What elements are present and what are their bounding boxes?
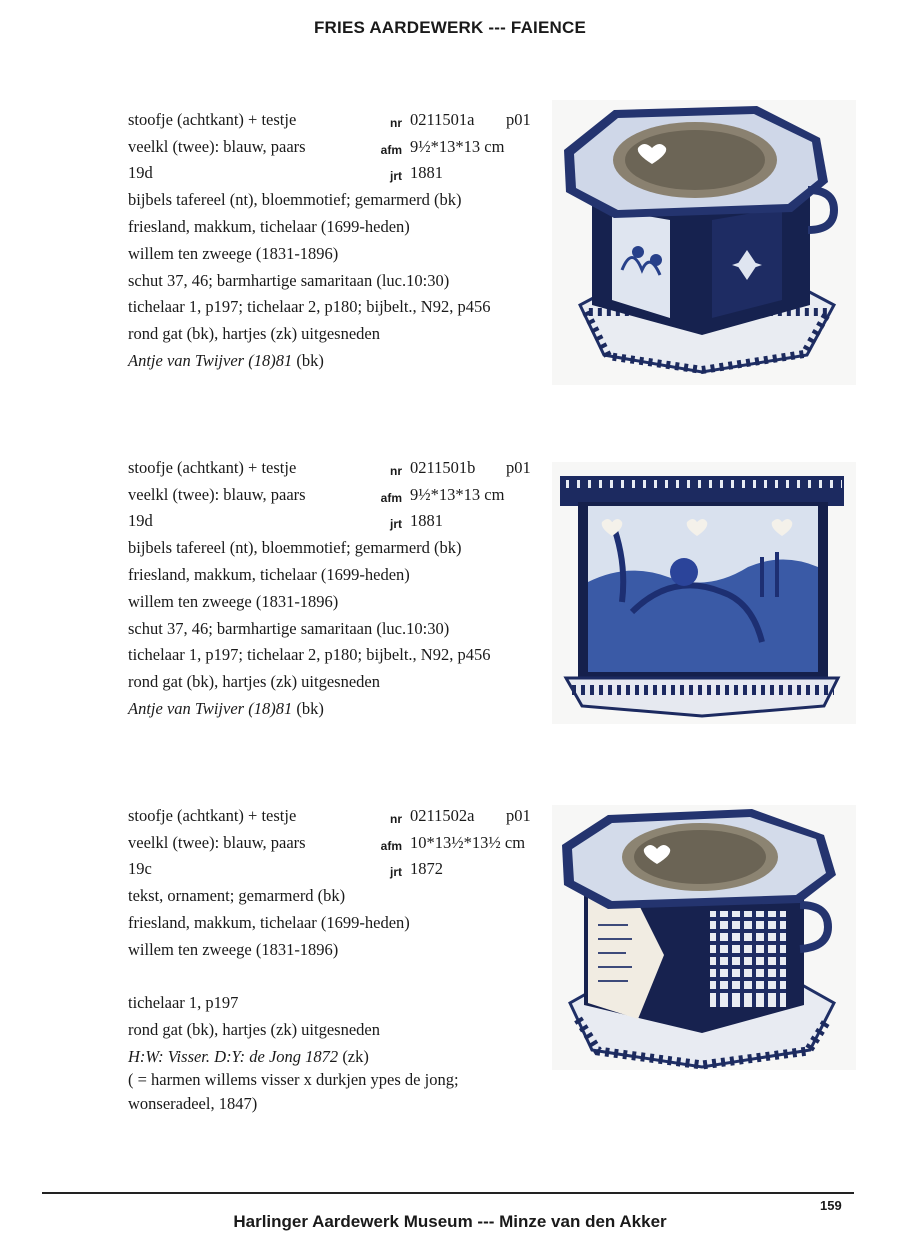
row-opmerking xyxy=(0,324,560,350)
row-opschrift xyxy=(0,699,560,725)
value-voorwerp: stoofje (achtkant) + testje xyxy=(128,806,297,825)
value-opschrift xyxy=(128,1047,369,1067)
footer-rule xyxy=(42,1192,854,1194)
value-opmerking: rond gat (bk), hartjes (zk) uitgesneden xyxy=(128,324,380,343)
value-kleur: veelkl (twee): blauw, paars xyxy=(128,485,306,504)
value-voorstelling: bijbels tafereel (nt), bloemmotief; gemarmerd (bk) xyxy=(128,190,462,209)
opschrift-text: Antje van Twijver (18)81 xyxy=(128,699,293,718)
opschrift-note: ( = harmen willems visser x durkjen ypes de jong; wonseradeel, 1847) xyxy=(128,1070,459,1113)
value-page: p01 xyxy=(506,806,531,825)
value-nr: 0211501a xyxy=(410,110,475,129)
value-literatuur: tichelaar 1, p197; tichelaar 2, p180; bijbelt., N92, p456 xyxy=(128,297,491,316)
value-fabrikaat: friesland, makkum, tichelaar (1699-heden) xyxy=(128,565,410,584)
value-afm: 10*13½*13½ cm xyxy=(410,833,526,852)
value-datering: 19c xyxy=(128,859,152,878)
label-jrt: jrt xyxy=(390,169,402,183)
value-datering: 19d xyxy=(128,163,153,182)
value-kleur: veelkl (twee): blauw, paars xyxy=(128,833,306,852)
label-nr: nr xyxy=(390,812,402,826)
value-schilder: willem ten zweege (1831-1896) xyxy=(128,592,339,611)
value-fabrikaat: friesland, makkum, tichelaar (1699-heden) xyxy=(128,217,410,236)
opschrift-suffix: (bk) xyxy=(292,699,324,718)
value-opmerking: rond gat (bk), hartjes (zk) uitgesneden xyxy=(128,1020,380,1039)
photo-stoofje-0211502a xyxy=(552,805,856,1070)
value-schilder: willem ten zweege (1831-1896) xyxy=(128,244,339,263)
value-page: p01 xyxy=(506,110,531,129)
value-opmerking: rond gat (bk), hartjes (zk) uitgesneden xyxy=(128,672,380,691)
value-voorwerp: stoofje (achtkant) + testje xyxy=(128,458,297,477)
value-schilder: willem ten zweege (1831-1896) xyxy=(128,940,339,959)
row-kleur xyxy=(0,137,560,163)
row-voorwerp xyxy=(0,110,560,136)
value-afm: 9½*13*13 cm xyxy=(410,485,505,504)
opschrift-suffix: (bk) xyxy=(292,351,324,370)
label-jrt: jrt xyxy=(390,865,402,879)
label-nr: nr xyxy=(390,116,402,130)
label-afm: afm xyxy=(380,839,402,853)
value-voorstelling: bijbels tafereel (nt), bloemmotief; gemarmerd (bk) xyxy=(128,538,462,557)
row-voorstelling xyxy=(0,190,560,216)
page-footer-title: Harlinger Aardewerk Museum --- Minze van den Akker xyxy=(233,1212,667,1231)
row-schilder xyxy=(0,244,560,270)
row-voorbeeld xyxy=(0,619,560,645)
photo-stoofje-0211501b xyxy=(552,462,856,724)
value-datering: 19d xyxy=(128,511,153,530)
value-voorbeeld: schut 37, 46; barmhartige samaritaan (luc.10:30) xyxy=(128,619,450,638)
row-voorbeeld xyxy=(0,967,560,993)
row-schilder xyxy=(0,940,560,966)
label-afm: afm xyxy=(380,491,402,505)
label-jrt: jrt xyxy=(390,517,402,531)
row-datering xyxy=(0,511,560,537)
photo-stoofje-0211501a xyxy=(552,100,856,385)
row-opschrift xyxy=(0,351,560,377)
row-voorstelling xyxy=(0,538,560,564)
page-header-title: FRIES AARDEWERK --- FAIENCE xyxy=(313,18,587,37)
value-voorbeeld: schut 37, 46; barmhartige samaritaan (luc.10:30) xyxy=(128,271,450,290)
opschrift-suffix: (zk) xyxy=(338,1047,369,1066)
value-literatuur: tichelaar 1, p197; tichelaar 2, p180; bijbelt., N92, p456 xyxy=(128,645,491,664)
row-voorwerp xyxy=(0,806,560,832)
row-opmerking xyxy=(0,1020,560,1046)
row-fabrikaat xyxy=(0,913,560,939)
row-literatuur xyxy=(0,297,560,323)
value-page: p01 xyxy=(506,458,531,477)
opschrift-text: Antje van Twijver (18)81 xyxy=(128,351,293,370)
row-voorwerp xyxy=(0,458,560,484)
row-opmerking xyxy=(0,672,560,698)
row-schilder xyxy=(0,592,560,618)
value-voorstelling: tekst, ornament; gemarmerd (bk) xyxy=(128,886,346,905)
value-nr: 0211501b xyxy=(410,458,476,477)
value-voorwerp: stoofje (achtkant) + testje xyxy=(128,110,297,129)
value-jrt: 1881 xyxy=(410,163,443,182)
row-datering xyxy=(0,859,560,885)
value-nr: 0211502a xyxy=(410,806,475,825)
row-fabrikaat xyxy=(0,217,560,243)
opschrift-text: H:W: Visser. D:Y: de Jong 1872 xyxy=(128,1047,339,1066)
row-voorstelling xyxy=(0,886,560,912)
row-fabrikaat xyxy=(0,565,560,591)
label-nr: nr xyxy=(390,464,402,478)
row-kleur xyxy=(0,485,560,511)
value-opschrift xyxy=(128,699,324,719)
value-literatuur: tichelaar 1, p197 xyxy=(128,993,239,1012)
page-number: 159 xyxy=(820,1198,842,1213)
value-afm: 9½*13*13 cm xyxy=(410,137,505,156)
row-voorbeeld xyxy=(0,271,560,297)
row-literatuur xyxy=(0,645,560,671)
value-opschrift xyxy=(128,351,324,371)
row-literatuur xyxy=(0,993,560,1019)
row-datering xyxy=(0,163,560,189)
value-jrt: 1872 xyxy=(410,859,443,878)
label-afm: afm xyxy=(380,143,402,157)
value-jrt: 1881 xyxy=(410,511,443,530)
value-fabrikaat: friesland, makkum, tichelaar (1699-heden) xyxy=(128,913,410,932)
row-kleur xyxy=(0,833,560,859)
value-kleur: veelkl (twee): blauw, paars xyxy=(128,137,306,156)
